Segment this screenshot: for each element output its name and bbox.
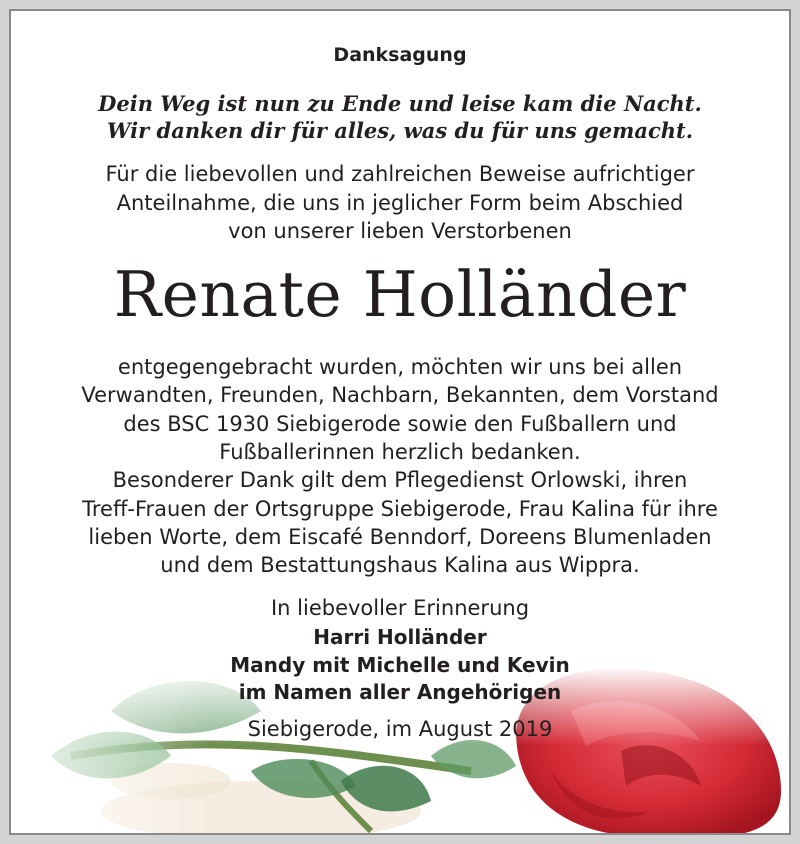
signatory-2: Mandy mit Michelle und Kevin	[230, 653, 570, 677]
intro-line-3: von unserer lieben Verstorbenen	[228, 219, 572, 243]
intro-line-1: Für die liebevollen und zahlreichen Beweise aufrichtiger	[105, 162, 695, 186]
signatory-1: Harri Holländer	[313, 625, 487, 649]
closing: In liebevoller Erinnerung	[270, 596, 530, 620]
thanks-line-8: und dem Bestattungshaus Kalina aus Wippra.	[160, 553, 640, 577]
thanks-line-6: Treff-Frauen der Ortsgruppe Siebigerode, Frau Kalina für ihre	[82, 497, 718, 521]
title: Danksagung	[333, 44, 467, 66]
intro-line-2: Anteilnahme, die uns in jeglicher Form beim Abschied	[116, 191, 684, 215]
thanks-line-2: Verwandten, Freunden, Nachbarn, Bekannten, dem Vorstand	[81, 383, 719, 407]
thanks-line-7: lieben Worte, dem Eiscafé Benndorf, Doreens Blumenladen	[88, 525, 712, 549]
thanks-line-4: Fußballerinnen herzlich bedanken.	[219, 440, 581, 464]
deceased-name: Renate Holländer	[113, 258, 687, 331]
place-date: Siebigerode, im August 2019	[247, 717, 553, 741]
signatory-3: im Namen aller Angehörigen	[238, 680, 562, 704]
thanks-line-3: des BSC 1930 Siebigerode sowie den Fußballern und	[123, 412, 677, 436]
obituary-card	[9, 9, 791, 835]
motto-line-2: Wir danken dir für alles, was du für uns gemacht.	[106, 118, 694, 143]
thanks-line-1: entgegengebracht wurden, möchten wir uns bei allen	[117, 355, 683, 379]
motto-line-1: Dein Weg ist nun zu Ende und leise kam die Nacht.	[98, 91, 702, 116]
thanks-line-5: Besonderer Dank gilt dem Pflegedienst Orlowski, ihren	[112, 468, 688, 492]
